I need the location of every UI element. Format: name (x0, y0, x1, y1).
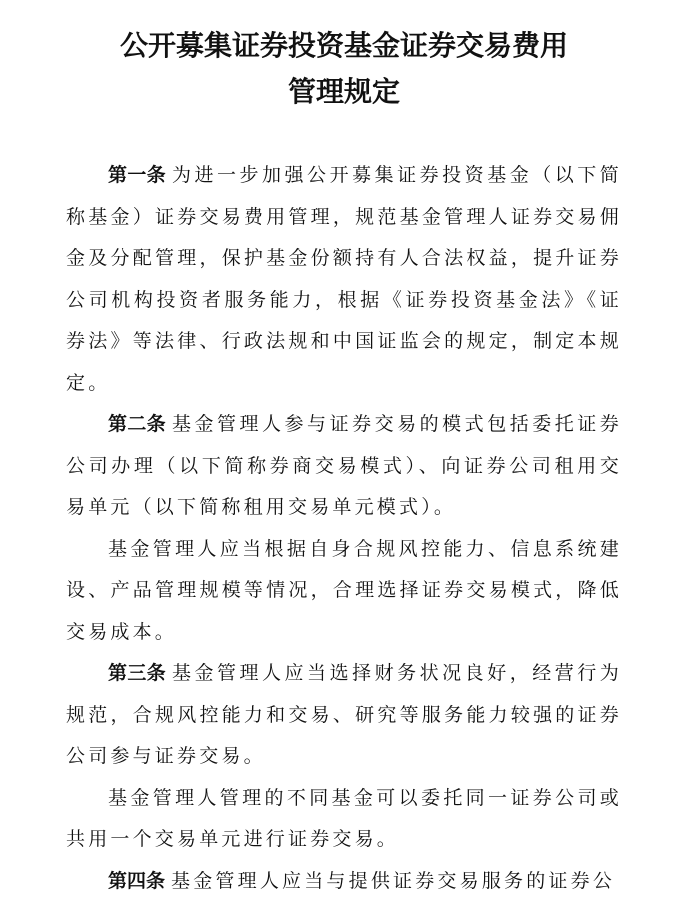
paragraph-text: 基金管理人应当根据自身合规风控能力、信息系统建设、产品管理规模等情况，合理选择证券交易模式，降低交易成本。 (66, 538, 622, 643)
document-body (66, 155, 622, 902)
paragraph-text: 基金管理人管理的不同基金可以委托同一证券公司或共用一个交易单元进行证券交易。 (66, 787, 622, 851)
article-text: 基金管理人参与证券交易的模式包括委托证券公司办理（以下简称券商交易模式）、向证券公司租用交易单元（以下简称租用交易单元模式）。 (66, 413, 622, 518)
article-label: 第四条 (108, 870, 165, 892)
article-3-paragraph (66, 653, 622, 778)
article-text: 为进一步加强公开募集证券投资基金（以下简称基金）证券交易费用管理，规范基金管理人证券交易佣金及分配管理，保护基金份额持有人合法权益，提升证券公司机构投资者服务能力，根据《证券投资基金法》《证券法》等法律、行政法规和中国证监会的规定，制定本规定。 (66, 164, 622, 394)
article-3-continuation-paragraph (66, 778, 622, 861)
article-text: 基金管理人应当与提供证券交易服务的证券公 (171, 870, 615, 892)
article-1-paragraph (66, 155, 622, 404)
article-4-paragraph (66, 861, 622, 902)
document-title-line1: 公开募集证券投资基金证券交易费用 (0, 26, 688, 66)
document-title-line2: 管理规定 (0, 72, 688, 112)
article-text: 基金管理人应当选择财务状况良好，经营行为规范，合规风控能力和交易、研究等服务能力较强的证券公司参与证券交易。 (66, 662, 622, 767)
article-label: 第二条 (108, 413, 166, 435)
article-2-paragraph (66, 404, 622, 529)
article-label: 第一条 (108, 164, 166, 186)
article-2-continuation-paragraph (66, 529, 622, 654)
article-label: 第三条 (108, 662, 166, 684)
